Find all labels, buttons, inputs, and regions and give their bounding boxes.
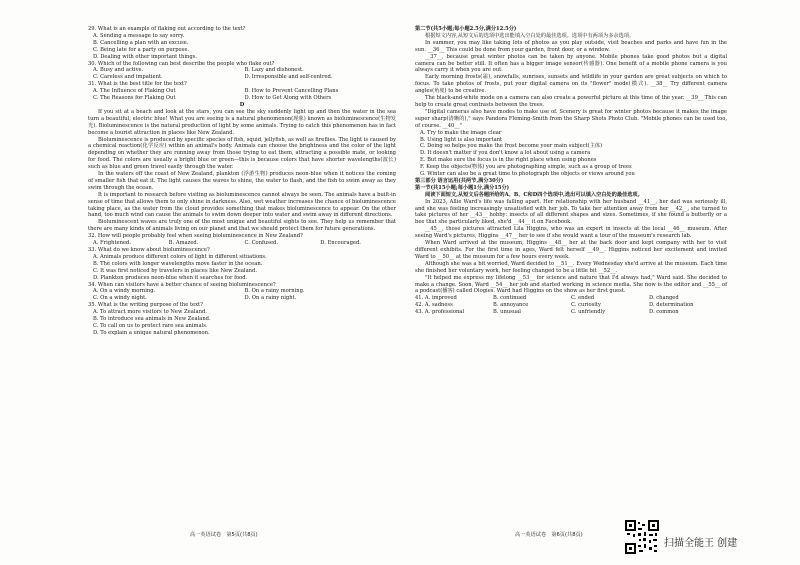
q42-option-c: C. curiosity xyxy=(571,302,601,309)
q34-option-b: B. On a rainy morning. xyxy=(244,288,305,295)
q42-option-a: 42. A. sadness xyxy=(415,302,453,309)
q31-option-c: C. The Reasons for Flaking Out xyxy=(93,95,176,102)
q34-option-d: D. On a rainy night. xyxy=(244,295,297,302)
question-35: 35. What is the writing purpose of the text? xyxy=(88,302,203,309)
question-31: 31. What is the best title for the text? xyxy=(88,81,187,88)
cloze-options-41 xyxy=(415,295,727,302)
cloze-options-42 xyxy=(415,302,727,309)
gp-option-b: B. Using light is also important xyxy=(420,136,503,143)
question-29: 29. What is an example of flaking out according to the text? xyxy=(88,26,246,32)
gp-option-d: D. It doesn't matter if you don't know a lot about using a camera xyxy=(420,150,591,157)
footer-page-5: 高一英语试卷 第5页(共8页) xyxy=(190,532,258,538)
q34-options xyxy=(88,288,396,302)
q43-option-c: C. unfriendly xyxy=(571,309,606,316)
q30-option-c: C. Careless and impatient. xyxy=(93,74,163,81)
q42-option-b: B. annoyance xyxy=(493,302,529,309)
passage-paragraph-2: Bioluminescence is produced by specific species of fish, squid, jellyfish, as well as fireflies. The light is caused by a chemical reaction(化学反应) within an animal's body. Animals can choose the brightness and the color of the light depending on whether they are running away from those trying to eat them, attracting a possible mate, or looking for food. The colors are usually a bright blue or green—this is because colors that have shorter wavelengths(波长) such as blue and green travel easily through the water. xyxy=(88,136,396,171)
question-33: 33. What do we know about bioluminescence? xyxy=(88,247,210,253)
q33-option-d: D. Plankton produces neon-blue when it searches for food. xyxy=(93,274,248,281)
section1-title: 第一节(共15小题;每小题1分,满分15分) xyxy=(415,184,510,191)
cloze-paragraph-4: Although she was a bit worried, Ward decided to __51__. Every Wednesday she'd arrive at the museum. Each time she finished her voluntary work, her feeling changed to be a little bit __52__. xyxy=(415,260,727,274)
gp-paragraph-5: "Digital cameras also have modes to make use of. Scenery is great for winter photos because it makes the image super sharp(清晰的)," says Pandora Fleming-Smith from the Sharp Shots Photo Club. "Mobile phones can be used too, of course. __40__" xyxy=(415,108,727,129)
question-30: 30. Which of the following can best describe the people who flake out? xyxy=(88,60,275,67)
cloze-options-43 xyxy=(415,309,727,316)
passage-letter-d: D xyxy=(239,101,245,108)
cloze-paragraph-1: In 2023, Allie Ward's life was falling apart. Her relationship with her husband __41__, her dad was seriously ill, and she was feeling increasingly unsatisfied with her job. To take her attention away from her __42__, she turned to take pictures of her __43__ hobby: insects of all different shapes and sizes. Sometimes, if she found a butterfly or a bee that she particularly liked, she'd __44__ it on Facebook. xyxy=(415,198,727,226)
gp-option-a: A. Try to make the image clear xyxy=(420,129,502,136)
q35-option-b: B. To introduce sea animals in New Zealand. xyxy=(93,316,211,323)
q33-option-b: B. The colors with longer wavelengths move faster in the ocean. xyxy=(93,260,263,267)
cloze-paragraph-3: When Ward arrived at the museum, Higgins __48__ her at the back door and kept company with her to visit different exhibits. For the first time in ages, Ward felt herself __49__. Higgins noticed her excitement and invited Ward to __50__ at the museum for a few hours every week. xyxy=(415,240,727,260)
q43-option-d: D. common xyxy=(649,309,679,316)
passage-paragraph-4: It is important to research before visiting as bioluminescence cannot always be seen. The animals have a built-in sense of time that allows them to only shine in darkness. Also, wet weather increases the chance of bioluminescence taking place, as the water from the cloud provides something that makes bioluminescence to appear. On the other hand, too much wind can cause the animals to swim down deeper into water and swim away in different directions. xyxy=(88,191,396,219)
q35-option-a: A. To attract more visitors to New Zealand. xyxy=(93,309,207,316)
q32-option-a: A. Frightened. xyxy=(93,240,131,247)
q29-option-d: D. Dealing with other important things. xyxy=(93,53,197,60)
q29-option-c: C. Being late for a party on purpose. xyxy=(93,46,190,53)
q35-option-d: D. To explain a unique natural phenomenon. xyxy=(93,329,210,336)
scanner-watermark: 扫描全能王 创建 xyxy=(664,538,738,549)
footer-page-6: 高一英语试卷 第6页(共8页) xyxy=(515,532,583,538)
right-column xyxy=(415,26,727,316)
question-34: 34. When can visitors have a better chance of seeing bioluminescence? xyxy=(88,281,276,288)
q30-option-a: A. Busy and active. xyxy=(93,67,144,74)
passage-paragraph-5: Bioluminescent waves are truly one of the most unique and beautiful sights to see. They help us remember that there are many kinds of animals living on our planet and that we should protect them for future generations. xyxy=(88,219,396,233)
q33-option-a: A. Animals produce different colors of light in different situations. xyxy=(93,253,267,260)
q31-options xyxy=(88,88,396,102)
q33-option-c: C. It was first noticed by travelers in places like New Zealand. xyxy=(93,267,257,274)
gp-option-c: C. Doing so helps you make the frost become your main subject(主体) xyxy=(420,143,603,150)
left-column xyxy=(88,26,396,337)
q41-option-c: C. ended xyxy=(571,295,595,302)
q31-option-b: B. How to Prevent Cancelling Plans xyxy=(244,88,339,95)
q41-option-a: 41. A. improved xyxy=(415,295,457,302)
gp-paragraph-2: __37__, because great winter photos can be taken by anyone. Mobile phones take good photos but a digital camera can be better still. It often has a bigger image sensor(传感器). One benefit of a mobile phone camera is you always carry it when you are out. xyxy=(415,53,727,74)
q35-option-c: C. To call on us to protect rare sea animals. xyxy=(93,322,208,329)
gp-option-g: G. Winter can also be a great time to photograph the objects or views around you xyxy=(420,171,635,178)
gp-paragraph-3: Early morning frosts(霜), snowfalls, sunrises, sunsets and wildlife in your garden are great subjects on which to focus. To take photos of frosts, put your digital camera on its "flower" mode(模式). __38__ Try different camera angles(角度) to be creative. xyxy=(415,74,727,95)
gp-option-e: E. But make sure the focus is in the right place when using phones xyxy=(420,157,597,164)
q34-option-a: A. On a windy morning. xyxy=(93,288,156,295)
section1-instruction: 阅读下面短文,从短文后各题所给的A、B、C和D四个选项中,选出可以填入空白处的最佳选项。 xyxy=(425,191,643,198)
q29-option-b: B. Cancelling a plan with an excuse. xyxy=(93,39,189,46)
q32-option-c: C. Confused. xyxy=(244,240,278,247)
qr-code-icon xyxy=(625,520,659,554)
q43-option-a: 43. A. professional xyxy=(415,309,465,316)
cloze-paragraph-5: "It helped me express my lifelong __53__ for science and nature that I'd always had," Ward said. She decided to make a change. Soon, Ward __54__ her job and started working in science media. She now is the editor and __55__ of a podcast(播客) called Ologies. Ward had Higgins on the show as her first guest. xyxy=(415,274,727,295)
section2-instruction: 根据短文内容,从短文后的选项中选出能填入空白处的最佳选项。选项中有两项为多余选项。 xyxy=(425,32,635,39)
passage-paragraph-1: If you sit at a beach and look at the stars, you can see the sky suddenly light up and then the water in the sea turn a beautiful, electric blue! What you are seeing is a natural phenomenon(现象) known as bioluminescence(生物发光). Bioluminescence is the natural production of light by some animals. Trying to catch this phenomenon has in fact become a tourist attraction in places like New Zealand. xyxy=(88,108,396,136)
section2-title: 第二节(共5小题;每小题2.5分,满分12.5分) xyxy=(415,26,517,32)
gp-option-f: F. Keep the objects(物体) you are photographing simple, such as a group of trees xyxy=(420,164,632,171)
q32-options xyxy=(88,240,396,247)
q41-option-b: B. continued xyxy=(493,295,527,302)
q32-option-d: D. Encouraged. xyxy=(320,240,361,247)
passage-paragraph-3: In the waters off the coast of New Zealand, plankton (浮游生物) produces neon-blue when it notices the coming of smaller fish that eat it. The light causes the waves to shine, the water to flash, and the fish to swim away as they swim through the ocean. xyxy=(88,171,396,191)
q34-option-c: C. On a windy night. xyxy=(93,295,147,302)
gp-paragraph-4: The black-and-white mode on a camera can also create a powerful picture at this time of the year. __39__ This can help to create great contrasts between the trees. xyxy=(415,95,727,108)
q30-options xyxy=(88,67,396,81)
cloze-paragraph-2: __45__, those pictures attracted Lila Higgins, who was an expert in insects at the local __46__ museum. After seeing Ward's pictures, Higgins __47__ her to see if she would want a tour of the museum's research lab. xyxy=(415,226,727,240)
q32-option-b: B. Amazed. xyxy=(168,240,199,247)
q30-option-b: B. Lazy and dishonest. xyxy=(244,67,304,74)
q43-option-b: B. unusual xyxy=(493,309,521,316)
part3-title: 第三部分 语言运用(共两节,满分30分) xyxy=(415,177,504,184)
gp-paragraph-1: In summer, you may like taking lots of photos as you play outside, visit beaches and parks and have fun in the sun. __36__ This could be done from your garden, front door, or a window. xyxy=(415,39,727,53)
q31-option-a: A. The Influence of Flaking Out xyxy=(93,88,176,95)
q41-option-d: D. changed xyxy=(649,295,679,302)
q30-option-d: D. Irresponsible and self-centred. xyxy=(244,74,333,81)
q42-option-d: D. determination xyxy=(649,302,694,309)
q29-option-a: A. Sending a message to say sorry. xyxy=(93,32,185,39)
question-32: 32. How will people probably feel when seeing bioluminescence in New Zealand? xyxy=(88,233,303,240)
q31-option-d: D. How to Get Along with Others xyxy=(244,95,332,102)
